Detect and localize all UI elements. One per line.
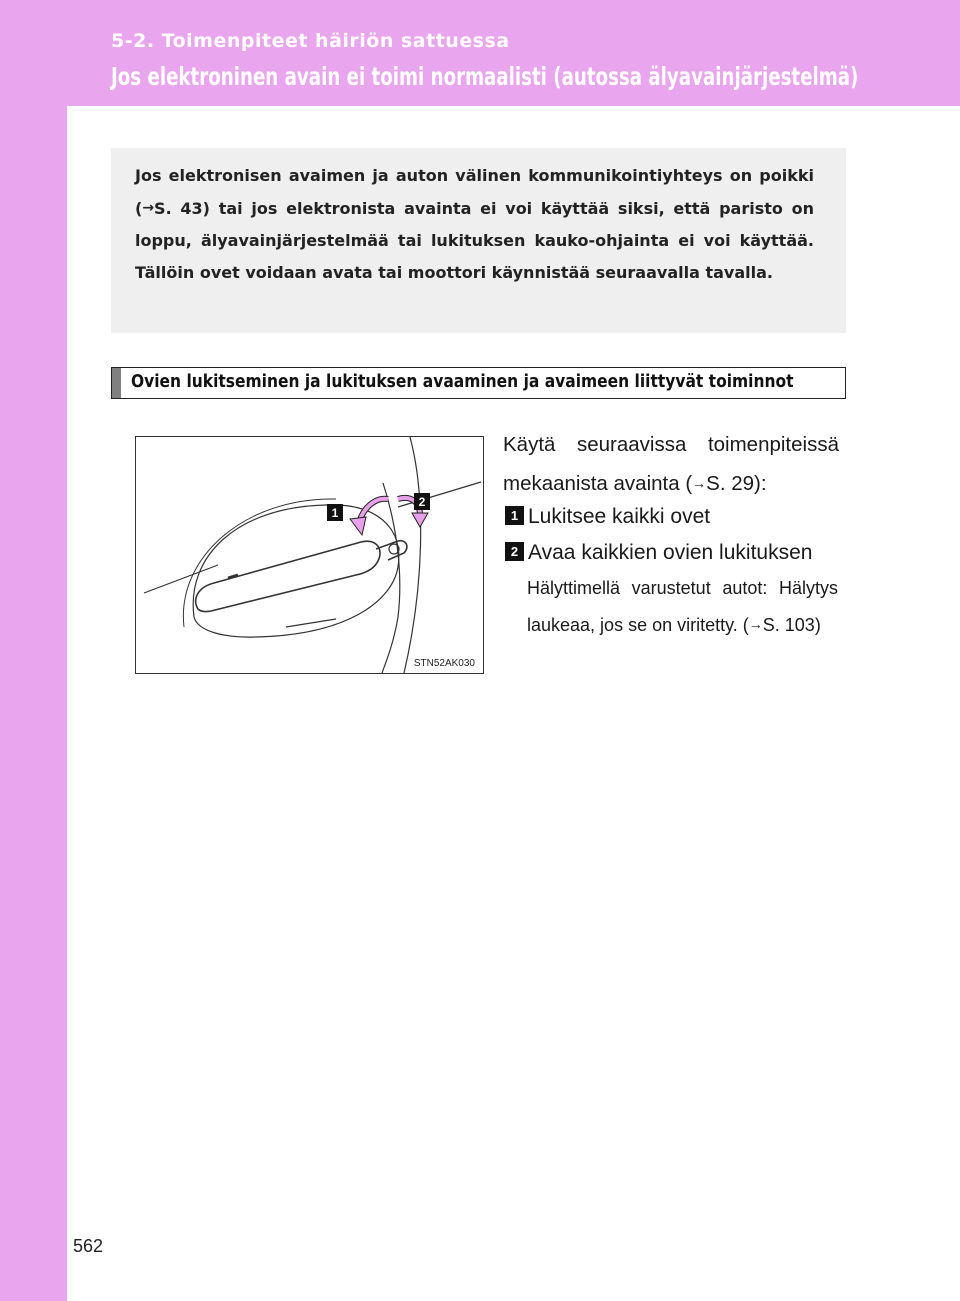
note-text-end: )	[814, 615, 821, 635]
step-1	[505, 505, 710, 535]
intro-text	[135, 160, 814, 289]
step-number-2: 2	[505, 542, 524, 561]
arrow-head-icon	[350, 517, 366, 535]
step-text-1: Lukitsee kaikki ovet	[528, 505, 711, 528]
door-edge	[382, 483, 400, 673]
arrow-right-icon: →	[142, 200, 155, 216]
note-text-start: Hälyttimellä varustetut autot: Hälytys laukeaa, jos se on viritetty. (	[527, 578, 838, 635]
step-text-2: Avaa kaikkien ovien lukituksen	[528, 541, 813, 564]
arrow-head-icon	[412, 513, 428, 527]
step-number-1: 1	[505, 506, 524, 525]
chapter-title: 5-2. Toimenpiteet häiriön sattuessa	[111, 30, 510, 52]
intro-text-end: ) tai jos elektronista avainta ei voi käyttää siksi, että paristo on loppu, älyavainjärjestelmää tai lukituksen kauko-ohjainta ei voi käyttää. Tällöin ovet voidaan avata tai moottori käynnistää seuraavalla tavalla.	[135, 199, 815, 282]
intro-box	[111, 148, 846, 333]
section-title: Jos elektroninen avain ei toimi normaalisti (autossa älyavainjärjestelmä)	[111, 62, 859, 91]
body-line	[286, 619, 336, 627]
alarm-note	[527, 570, 838, 643]
page-number: 562	[73, 1236, 104, 1256]
step-2	[505, 541, 812, 571]
side-band	[0, 0, 67, 1301]
figure-code: STN52AK030	[413, 658, 475, 669]
intro-text-start: Jos elektronisen avaimen ja auton välinen kommunikointiyhteys on poikki (	[135, 166, 814, 218]
body-line	[398, 482, 481, 507]
callout-1: 1	[331, 506, 339, 520]
body-reference: S. 29	[706, 472, 755, 495]
note-reference: S. 103	[762, 615, 815, 635]
intro-reference: S. 43	[154, 199, 203, 218]
body-text-start: Käytä seuraavissa toimenpiteissä mekaanista avainta (	[503, 433, 839, 495]
door-handle-figure	[135, 436, 484, 674]
door-edge	[404, 437, 421, 673]
body-paragraph	[503, 426, 839, 503]
callout-2: 2	[418, 495, 426, 509]
subheading	[111, 367, 846, 399]
door-handle-illustration	[136, 437, 483, 673]
arrow-right-icon: →	[692, 475, 707, 491]
subheading-bar	[112, 368, 121, 398]
door-handle	[196, 541, 380, 611]
arrow-right-icon: →	[748, 616, 763, 632]
subheading-text: Ovien lukitseminen ja lukituksen avaaminen ja avaimeen liittyvät toiminnot	[131, 371, 794, 392]
body-text-end: ):	[754, 472, 767, 495]
